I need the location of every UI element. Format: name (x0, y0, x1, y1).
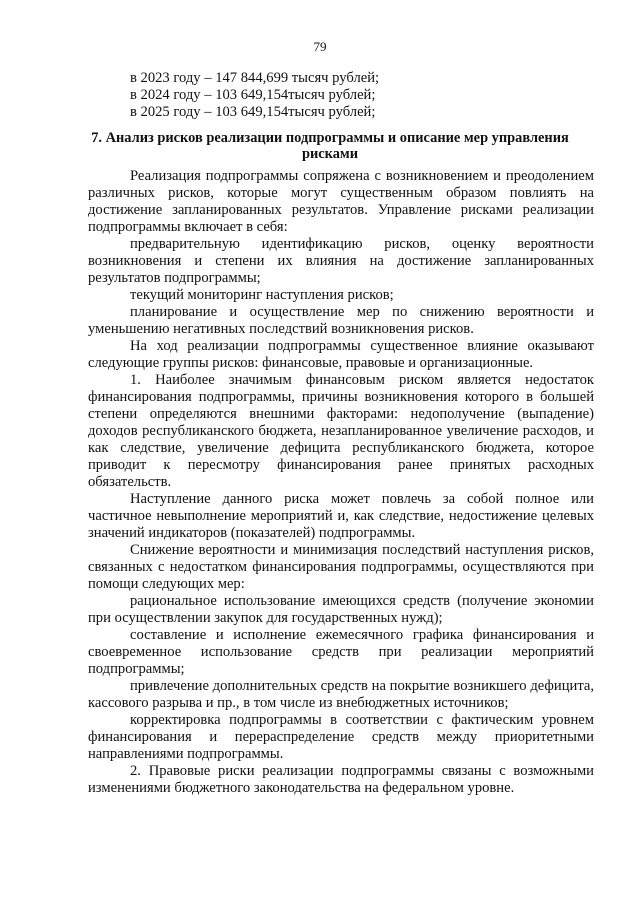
page-number: 79 (313, 39, 327, 54)
paragraph-schedule: составление и исполнение ежемесячного графика финансирования и своевременное использование средств при реализации мероприятий подпрограммы; (88, 627, 594, 677)
paragraph-risk-groups: На ход реализации подпрограммы существенное влияние оказывают следующие группы рисков: финансовые, правовые и организационные. (88, 338, 594, 371)
paragraph-financial-risk: 1. Наиболее значимым финансовым риском является недостаток финансирования подпрограммы, причины возникновения которого в большей степени определяются внешними факторами: недополучение (выпадение) доходов республиканского бюджета, незапланированное увеличение расходов, и как следствие, увеличение дефицита республиканского бюджета, которое приводит к пересмотру финансирования ранее принятых расходных обязательств. (88, 372, 594, 490)
paragraph-monitoring: текущий мониторинг наступления рисков; (130, 287, 394, 303)
paragraph-rational-use: рациональное использование имеющихся средств (получение экономии при осуществлении закупок для государственных нужд); (88, 593, 594, 626)
budget-line-2024: в 2024 году – 103 649,154тысяч рублей; (130, 87, 376, 103)
budget-line-2025: в 2025 году – 103 649,154тысяч рублей; (130, 104, 376, 120)
paragraph-planning: планирование и осуществление мер по снижению вероятности и уменьшению негативных последствий возникновения рисков. (88, 304, 594, 337)
paragraph-additional-funds: привлечение дополнительных средств на покрытие возникшего дефицита, кассового разрыва и пр., в том числе из внебюджетных источников; (88, 678, 594, 711)
budget-line-2023: в 2023 году – 147 844,699 тысяч рублей; (130, 70, 380, 86)
section-heading: 7. Анализ рисков реализации подпрограммы и описание мер управления рисками (91, 130, 569, 162)
paragraph-adjustment: корректировка подпрограммы в соответствии с фактическим уровнем финансирования и перераспределение средств между приоритетными направлениями подпрограммы. (88, 712, 594, 762)
paragraph-consequences: Наступление данного риска может повлечь за собой полное или частичное невыполнение мероприятий и, как следствие, недостижение целевых значений индикаторов (показателей) подпрограммы. (88, 491, 594, 541)
paragraph-legal-risks: 2. Правовые риски реализации подпрограммы связаны с возможными изменениями бюджетного законодательства на федеральном уровне. (88, 763, 594, 796)
paragraph-intro: Реализация подпрограммы сопряжена с возникновением и преодолением различных рисков, которые могут существенным образом повлиять на достижение запланированных результатов. Управление рисками реализации подпрограммы включает в себя: (88, 168, 594, 235)
paragraph-identification: предварительную идентификацию рисков, оценку вероятности возникновения и степени их влияния на достижение запланированных результатов подпрограммы; (88, 236, 594, 286)
section-body (88, 168, 594, 797)
budget-list (130, 70, 379, 121)
paragraph-mitigation: Снижение вероятности и минимизация последствий наступления рисков, связанных с недостатком финансирования подпрограммы, осуществляются при помощи следующих мер: (88, 542, 594, 592)
